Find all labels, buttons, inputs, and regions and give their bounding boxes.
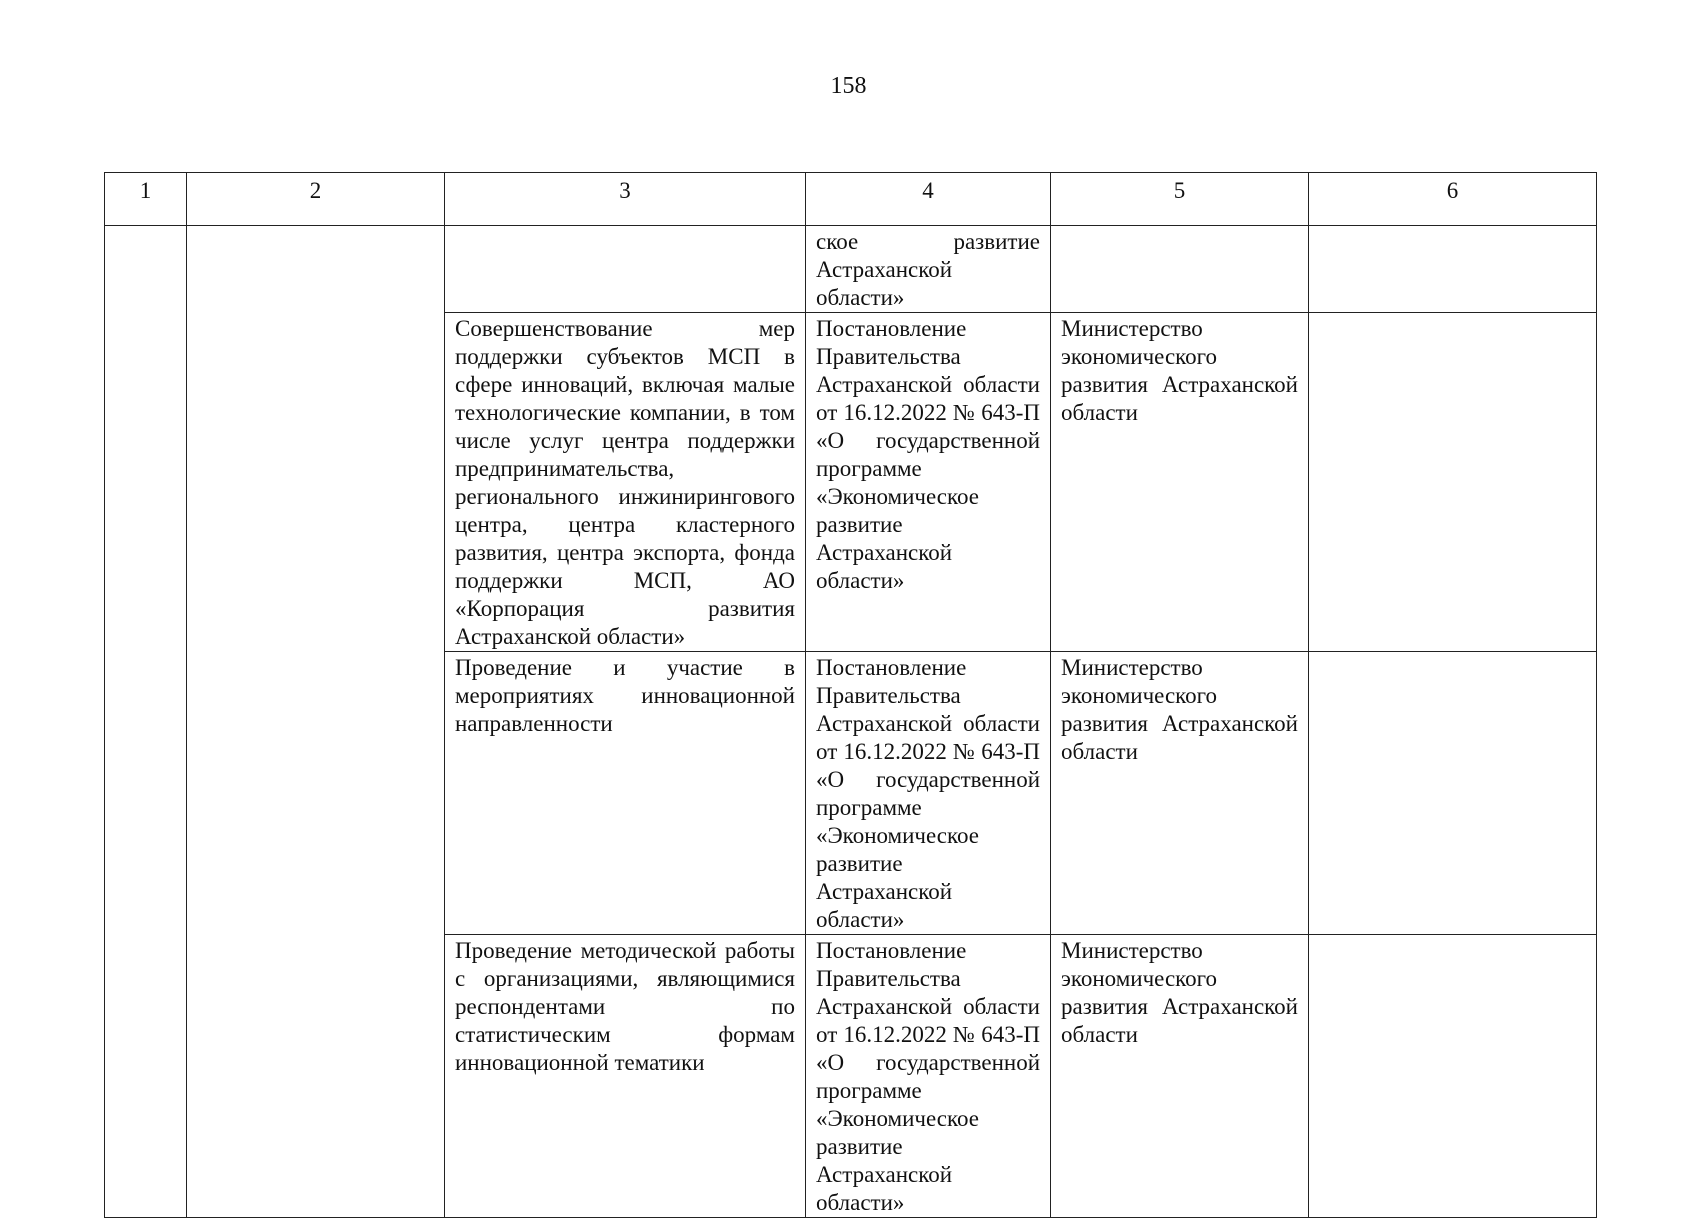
cell-responsible: Министерство экономического развития Астраханской области — [1051, 652, 1309, 935]
cell-document: Постановление Правительства Астраханской области от 16.12.2022 № 643-П «О государственной программе «Экономическое развитие Астраханской области» — [806, 313, 1051, 652]
cell-responsible: Министерство экономического развития Астраханской области — [1051, 313, 1309, 652]
page-number: 158 — [830, 73, 867, 99]
column-header-1: 1 — [105, 173, 187, 226]
cell-measure: Совершенствование мер поддержки субъектов МСП в сфере инноваций, включая малые технологические компании, в том числе услуг центра поддержки предпринимательства, регионального инжинирингового центра, центра кластерного развития, центра экспорта, фонда поддержки МСП, АО «Корпорация развития Астраханской области» — [445, 313, 806, 652]
column-header-2: 2 — [187, 173, 445, 226]
cell-responsible: Министерство экономического развития Астраханской области — [1051, 935, 1309, 1218]
cell-measure: Проведение и участие в мероприятиях инновационной направленности — [445, 652, 806, 935]
cell-document: Постановление Правительства Астраханской области от 16.12.2022 № 643-П «О государственной программе «Экономическое развитие Астраханской области» — [806, 935, 1051, 1218]
cell-col6 — [1309, 935, 1597, 1218]
column-header-4: 4 — [806, 173, 1051, 226]
cell-col6 — [1309, 652, 1597, 935]
measures-table — [104, 172, 1597, 1218]
cell-col2-merged — [187, 226, 445, 1218]
column-header-3: 3 — [445, 173, 806, 226]
cell-document: Постановление Правительства Астраханской области от 16.12.2022 № 643-П «О государственной программе «Экономическое развитие Астраханской области» — [806, 652, 1051, 935]
cell-document-continuation: ское развитие Астраханской области» — [806, 226, 1051, 313]
cell-responsible-continuation — [1051, 226, 1309, 313]
cell-measure-continuation — [445, 226, 806, 313]
column-header-6: 6 — [1309, 173, 1597, 226]
cell-col1-merged — [105, 226, 187, 1218]
table-header-row — [105, 173, 1597, 226]
column-header-5: 5 — [1051, 173, 1309, 226]
cell-measure: Проведение методической работы с организациями, являющимися респондентами по статистическим формам инновационной тематики — [445, 935, 806, 1218]
table-row-continuation — [105, 226, 1597, 313]
cell-col6 — [1309, 313, 1597, 652]
cell-col6-continuation — [1309, 226, 1597, 313]
